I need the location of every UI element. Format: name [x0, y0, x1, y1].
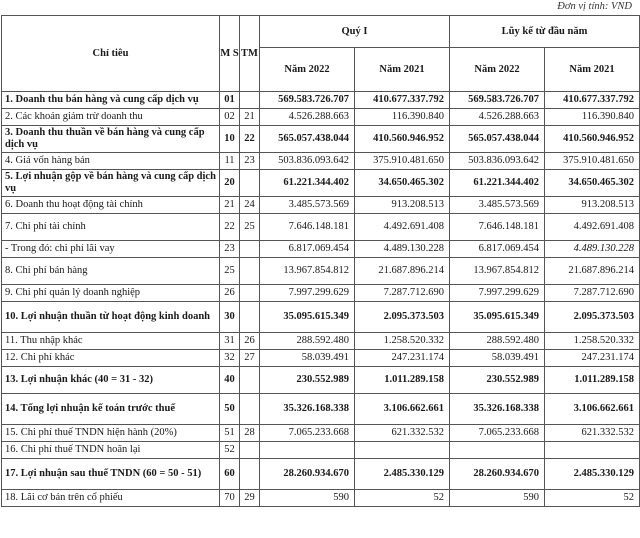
row-label: 16. Chi phí thuế TNDN hoãn lại — [2, 442, 220, 459]
row-tm-note: 28 — [240, 425, 260, 442]
row-value-quy-2022: 569.583.726.707 — [260, 92, 355, 109]
row-value-luy-ke-2021: 34.650.465.302 — [545, 170, 640, 197]
row-label: 9. Chi phí quản lý doanh nghiệp — [2, 285, 220, 302]
row-tm-note — [240, 285, 260, 302]
row-value-quy-2022: 230.552.989 — [260, 367, 355, 394]
header-chi-tieu: Chỉ tiêu — [2, 16, 220, 92]
row-value-quy-2021: 410.560.946.952 — [355, 126, 450, 153]
header-quy-2022: Năm 2022 — [260, 48, 355, 92]
header-luy-ke-2021: Năm 2021 — [545, 48, 640, 92]
row-tm-note: 24 — [240, 197, 260, 214]
row-tm-note — [240, 367, 260, 394]
row-label: 3. Doanh thu thuần về bán hàng và cung cấp dịch vụ — [2, 126, 220, 153]
row-value-quy-2022: 7.065.233.668 — [260, 425, 355, 442]
table-row — [2, 367, 640, 394]
row-label: 5. Lợi nhuận gộp về bán hàng và cung cấp dịch vụ — [2, 170, 220, 197]
row-value-quy-2022 — [260, 442, 355, 459]
row-ms-code: 51 — [220, 425, 240, 442]
row-label: 10. Lợi nhuận thuần từ hoạt động kinh doanh — [2, 302, 220, 333]
row-value-luy-ke-2022: 61.221.344.402 — [450, 170, 545, 197]
table-row — [2, 333, 640, 350]
table-row — [2, 425, 640, 442]
table-row — [2, 214, 640, 241]
row-value-luy-ke-2021: 21.687.896.214 — [545, 258, 640, 285]
row-value-quy-2022: 35.326.168.338 — [260, 394, 355, 425]
row-ms-code: 11 — [220, 153, 240, 170]
row-label: 4. Giá vốn hàng bán — [2, 153, 220, 170]
row-value-luy-ke-2022: 569.583.726.707 — [450, 92, 545, 109]
row-value-quy-2021 — [355, 442, 450, 459]
row-tm-note — [240, 442, 260, 459]
row-tm-note — [240, 258, 260, 285]
row-value-quy-2022: 7.646.148.181 — [260, 214, 355, 241]
row-value-luy-ke-2021: 375.910.481.650 — [545, 153, 640, 170]
row-value-quy-2022: 35.095.615.349 — [260, 302, 355, 333]
row-label: 18. Lãi cơ bản trên cổ phiếu — [2, 490, 220, 507]
header-quy: Quý I — [260, 16, 450, 48]
row-label: 6. Doanh thu hoạt động tài chính — [2, 197, 220, 214]
row-value-luy-ke-2022: 7.065.233.668 — [450, 425, 545, 442]
row-value-quy-2022: 503.836.093.642 — [260, 153, 355, 170]
row-value-quy-2022: 58.039.491 — [260, 350, 355, 367]
row-ms-code: 02 — [220, 109, 240, 126]
row-ms-code: 23 — [220, 241, 240, 258]
row-value-luy-ke-2021: 410.560.946.952 — [545, 126, 640, 153]
row-tm-note — [240, 170, 260, 197]
row-label: 15. Chi phí thuế TNDN hiện hành (20%) — [2, 425, 220, 442]
row-ms-code: 31 — [220, 333, 240, 350]
row-value-quy-2021: 4.492.691.408 — [355, 214, 450, 241]
row-value-luy-ke-2021: 621.332.532 — [545, 425, 640, 442]
row-ms-code: 52 — [220, 442, 240, 459]
row-value-luy-ke-2021: 4.489.130.228 — [545, 241, 640, 258]
row-label: 13. Lợi nhuận khác (40 = 31 - 32) — [2, 367, 220, 394]
row-value-quy-2022: 13.967.854.812 — [260, 258, 355, 285]
row-value-luy-ke-2022: 503.836.093.642 — [450, 153, 545, 170]
header-tm: TM — [240, 16, 260, 92]
row-value-luy-ke-2021: 247.231.174 — [545, 350, 640, 367]
row-value-quy-2021: 116.390.840 — [355, 109, 450, 126]
row-tm-note: 29 — [240, 490, 260, 507]
row-tm-note — [240, 241, 260, 258]
header-ms: M S — [220, 16, 240, 92]
row-value-luy-ke-2021: 116.390.840 — [545, 109, 640, 126]
row-value-quy-2021: 7.287.712.690 — [355, 285, 450, 302]
row-tm-note — [240, 394, 260, 425]
table-row — [2, 459, 640, 490]
row-ms-code: 30 — [220, 302, 240, 333]
row-value-luy-ke-2022 — [450, 442, 545, 459]
row-value-quy-2021: 34.650.465.302 — [355, 170, 450, 197]
table-row — [2, 490, 640, 507]
table-row — [2, 92, 640, 109]
row-ms-code: 10 — [220, 126, 240, 153]
row-ms-code: 21 — [220, 197, 240, 214]
row-value-luy-ke-2022: 13.967.854.812 — [450, 258, 545, 285]
table-row — [2, 394, 640, 425]
row-label: 7. Chi phí tài chính — [2, 214, 220, 241]
table-row — [2, 241, 640, 258]
row-tm-note: 21 — [240, 109, 260, 126]
row-value-luy-ke-2022: 4.526.288.663 — [450, 109, 545, 126]
row-value-luy-ke-2022: 590 — [450, 490, 545, 507]
row-tm-note — [240, 459, 260, 490]
row-label: 2. Các khoản giảm trừ doanh thu — [2, 109, 220, 126]
row-label: 17. Lợi nhuận sau thuế TNDN (60 = 50 - 51) — [2, 459, 220, 490]
row-value-luy-ke-2021: 2.095.373.503 — [545, 302, 640, 333]
row-ms-code: 26 — [220, 285, 240, 302]
row-value-quy-2021: 375.910.481.650 — [355, 153, 450, 170]
row-value-luy-ke-2021: 3.106.662.661 — [545, 394, 640, 425]
row-value-luy-ke-2021 — [545, 442, 640, 459]
row-ms-code: 32 — [220, 350, 240, 367]
row-value-luy-ke-2022: 288.592.480 — [450, 333, 545, 350]
row-value-luy-ke-2022: 3.485.573.569 — [450, 197, 545, 214]
row-value-quy-2021: 1.011.289.158 — [355, 367, 450, 394]
table-row — [2, 350, 640, 367]
table-row — [2, 109, 640, 126]
row-value-luy-ke-2022: 565.057.438.044 — [450, 126, 545, 153]
table-row — [2, 285, 640, 302]
row-value-quy-2021: 1.258.520.332 — [355, 333, 450, 350]
row-value-quy-2022: 61.221.344.402 — [260, 170, 355, 197]
row-value-luy-ke-2022: 28.260.934.670 — [450, 459, 545, 490]
header-quy-2021: Năm 2021 — [355, 48, 450, 92]
row-value-quy-2021: 621.332.532 — [355, 425, 450, 442]
table-row — [2, 153, 640, 170]
row-label: 12. Chi phí khác — [2, 350, 220, 367]
row-value-luy-ke-2021: 1.258.520.332 — [545, 333, 640, 350]
row-value-quy-2022: 7.997.299.629 — [260, 285, 355, 302]
row-value-luy-ke-2021: 410.677.337.792 — [545, 92, 640, 109]
row-value-quy-2022: 565.057.438.044 — [260, 126, 355, 153]
row-ms-code: 20 — [220, 170, 240, 197]
row-value-quy-2021: 21.687.896.214 — [355, 258, 450, 285]
unit-label: Đơn vị tính: VND — [557, 1, 632, 12]
row-value-quy-2021: 4.489.130.228 — [355, 241, 450, 258]
row-value-luy-ke-2022: 58.039.491 — [450, 350, 545, 367]
row-value-quy-2021: 410.677.337.792 — [355, 92, 450, 109]
row-ms-code: 70 — [220, 490, 240, 507]
header-row-top — [2, 16, 640, 48]
row-ms-code: 22 — [220, 214, 240, 241]
row-value-luy-ke-2022: 35.326.168.338 — [450, 394, 545, 425]
row-value-quy-2022: 3.485.573.569 — [260, 197, 355, 214]
row-value-quy-2021: 247.231.174 — [355, 350, 450, 367]
header-luy-ke-2022: Năm 2022 — [450, 48, 545, 92]
row-ms-code: 50 — [220, 394, 240, 425]
header-luy-ke: Lũy kế từ đầu năm — [450, 16, 640, 48]
row-value-quy-2021: 52 — [355, 490, 450, 507]
row-value-quy-2022: 4.526.288.663 — [260, 109, 355, 126]
row-value-quy-2022: 590 — [260, 490, 355, 507]
table-row — [2, 302, 640, 333]
row-value-luy-ke-2021: 2.485.330.129 — [545, 459, 640, 490]
row-tm-note: 26 — [240, 333, 260, 350]
table-row — [2, 258, 640, 285]
row-label: - Trong đó: chi phí lãi vay — [2, 241, 220, 258]
row-ms-code: 60 — [220, 459, 240, 490]
table-row — [2, 126, 640, 153]
row-tm-note: 27 — [240, 350, 260, 367]
row-label: 1. Doanh thu bán hàng và cung cấp dịch vụ — [2, 92, 220, 109]
row-value-quy-2021: 2.095.373.503 — [355, 302, 450, 333]
row-ms-code: 25 — [220, 258, 240, 285]
income-statement-table — [1, 15, 640, 507]
row-value-luy-ke-2022: 230.552.989 — [450, 367, 545, 394]
row-value-quy-2022: 28.260.934.670 — [260, 459, 355, 490]
row-ms-code: 40 — [220, 367, 240, 394]
table-row — [2, 442, 640, 459]
row-value-luy-ke-2022: 6.817.069.454 — [450, 241, 545, 258]
row-value-luy-ke-2021: 913.208.513 — [545, 197, 640, 214]
row-label: 14. Tổng lợi nhuận kế toán trước thuế — [2, 394, 220, 425]
row-value-luy-ke-2022: 7.646.148.181 — [450, 214, 545, 241]
row-ms-code: 01 — [220, 92, 240, 109]
row-value-luy-ke-2022: 7.997.299.629 — [450, 285, 545, 302]
row-value-quy-2022: 288.592.480 — [260, 333, 355, 350]
table-row — [2, 170, 640, 197]
table-row — [2, 197, 640, 214]
row-value-quy-2021: 913.208.513 — [355, 197, 450, 214]
row-value-quy-2021: 2.485.330.129 — [355, 459, 450, 490]
row-tm-note — [240, 302, 260, 333]
table-body — [2, 92, 640, 507]
row-tm-note: 23 — [240, 153, 260, 170]
row-value-luy-ke-2021: 52 — [545, 490, 640, 507]
row-tm-note: 22 — [240, 126, 260, 153]
row-tm-note — [240, 92, 260, 109]
row-value-luy-ke-2021: 7.287.712.690 — [545, 285, 640, 302]
row-label: 8. Chi phí bán hàng — [2, 258, 220, 285]
row-value-luy-ke-2021: 4.492.691.408 — [545, 214, 640, 241]
row-label: 11. Thu nhập khác — [2, 333, 220, 350]
row-tm-note: 25 — [240, 214, 260, 241]
row-value-luy-ke-2021: 1.011.289.158 — [545, 367, 640, 394]
row-value-luy-ke-2022: 35.095.615.349 — [450, 302, 545, 333]
row-value-quy-2022: 6.817.069.454 — [260, 241, 355, 258]
row-value-quy-2021: 3.106.662.661 — [355, 394, 450, 425]
